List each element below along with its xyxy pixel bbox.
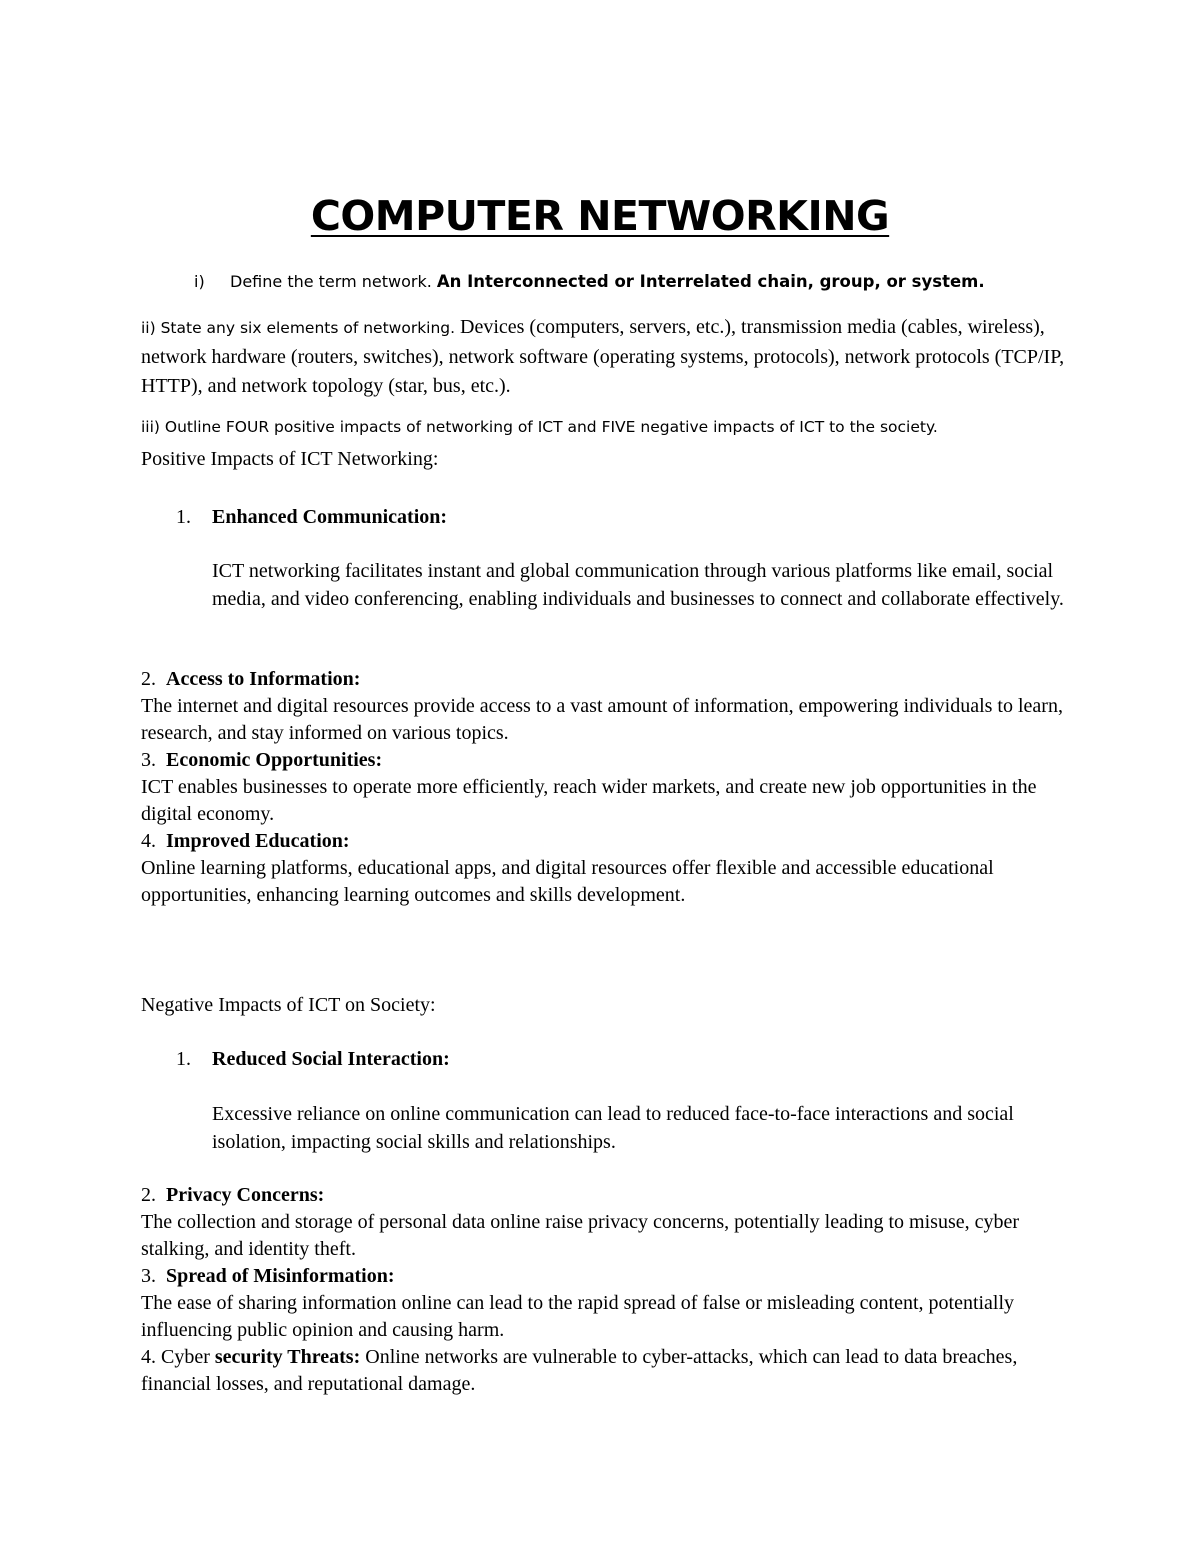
negative-item-3-title: Spread of Misinformation: <box>166 1265 395 1287</box>
negative-item-4-number: 4. Cyber <box>141 1346 215 1368</box>
negative-item-1-number: 1. <box>176 1048 191 1070</box>
positive-item-3-number: 3. <box>141 749 156 771</box>
negative-item-2-text: The collection and storage of personal data online raise privacy concerns, potentially leading to misuse, cyber stalking, and identity theft. <box>141 1211 1020 1260</box>
positive-item-3-title: Economic Opportunities: <box>166 749 383 771</box>
negative-item-1-title: Reduced Social Interaction: <box>212 1048 450 1070</box>
positive-item-2 <box>141 666 1071 747</box>
question-1-answer: An Interconnected or Interrelated chain, group, or system. <box>436 272 985 291</box>
positive-item-4 <box>141 828 1071 909</box>
question-2 <box>141 313 1071 401</box>
negative-item-4-title: security Threats: <box>214 1346 361 1368</box>
question-1-text: Define the term network. <box>230 272 437 291</box>
positive-item-3 <box>141 747 1071 828</box>
document-title: COMPUTER NETWORKING <box>310 192 890 240</box>
positive-item-2-number: 2. <box>141 668 156 690</box>
positive-heading: Positive Impacts of ICT Networking: <box>141 448 439 470</box>
negative-item-3-number: 3. <box>141 1265 156 1287</box>
positive-item-2-text: The internet and digital resources provide access to a vast amount of information, empowering individuals to learn, research, and stay informed on various topics. <box>141 695 1063 744</box>
negative-item-1-text: Excessive reliance on online communication can lead to reduced face-to-face interactions and social isolation, impacting social skills and relationships. <box>212 1103 1014 1153</box>
negative-item-2-number: 2. <box>141 1184 156 1206</box>
positive-item-3-text: ICT enables businesses to operate more efficiently, reach wider markets, and create new job opportunities in the digital economy. <box>141 776 1037 825</box>
negative-item-2-title: Privacy Concerns: <box>166 1184 325 1206</box>
positive-item-1-number: 1. <box>176 506 191 528</box>
question-3: iii) Outline FOUR positive impacts of networking of ICT and FIVE negative impacts of ICT to the society. <box>141 418 938 436</box>
negative-item-3-text: The ease of sharing information online can lead to the rapid spread of false or misleading content, potentially influencing public opinion and causing harm. <box>141 1292 1015 1341</box>
question-1-number: i) <box>194 272 205 291</box>
question-2-answer: Devices (computers, servers, etc.), transmission media (cables, wireless), network hardware (routers, switches), network software (operating systems, protocols), network protocols (TCP/IP, HTTP), and network topology (star, bus, etc.). <box>141 316 1065 397</box>
positive-item-1-text: ICT networking facilitates instant and global communication through various platforms like email, social media, and video conferencing, enabling individuals and businesses to connect and collaborate effectively. <box>212 560 1064 610</box>
positive-item-4-text: Online learning platforms, educational apps, and digital resources offer flexible and accessible educational opportunities, enhancing learning outcomes and skills development. <box>141 857 994 906</box>
question-1 <box>194 272 985 291</box>
question-2-text: ii) State any six elements of networking. <box>141 319 460 337</box>
negative-item-4 <box>141 1344 1071 1398</box>
negative-item-3 <box>141 1263 1071 1344</box>
negative-heading: Negative Impacts of ICT on Society: <box>141 994 436 1016</box>
positive-item-1-title: Enhanced Communication: <box>212 506 448 528</box>
negative-item-4-text: Online networks are vulnerable to cyber-attacks, which can lead to data breaches, financial losses, and reputational damage. <box>141 1346 1018 1395</box>
positive-item-4-title: Improved Education: <box>166 830 350 852</box>
negative-item-2 <box>141 1182 1071 1263</box>
positive-item-4-number: 4. <box>141 830 156 852</box>
positive-item-2-title: Access to Information: <box>166 668 361 690</box>
